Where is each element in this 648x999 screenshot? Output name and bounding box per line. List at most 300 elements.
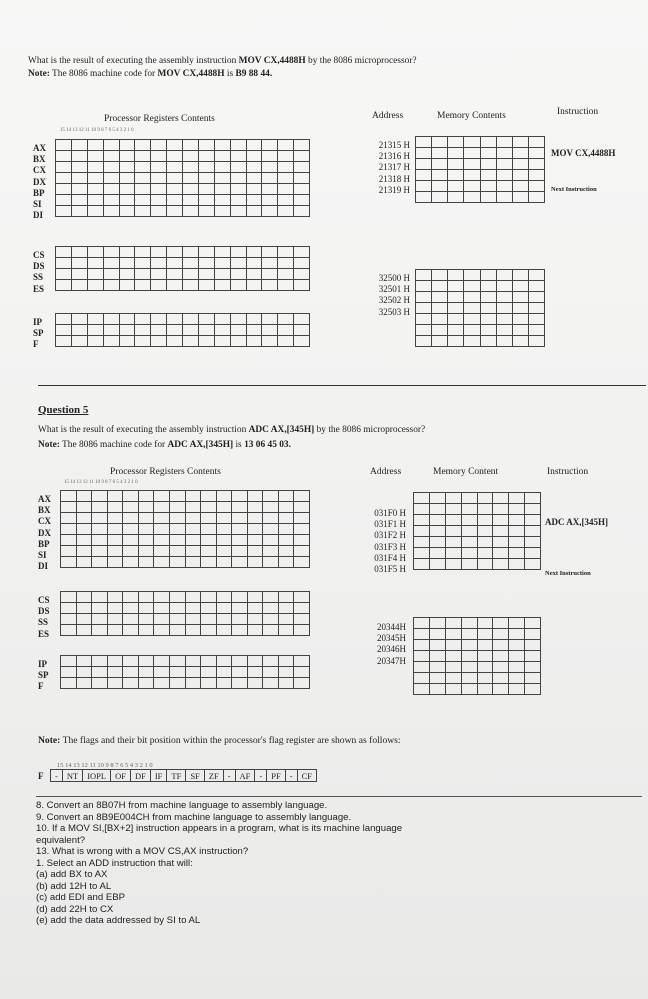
bit-cell[interactable]: [477, 673, 493, 684]
bit-cell[interactable]: [429, 526, 445, 537]
bit-cell[interactable]: [528, 325, 544, 336]
bit-cell[interactable]: [416, 148, 432, 159]
bit-cell[interactable]: [214, 280, 230, 291]
bit-cell[interactable]: [294, 206, 310, 217]
bit-cell[interactable]: [119, 314, 135, 325]
bit-cell[interactable]: [154, 524, 170, 535]
bit-cell[interactable]: [528, 148, 544, 159]
bit-cell[interactable]: [464, 314, 480, 325]
bit-cell[interactable]: [432, 270, 448, 281]
bit-cell[interactable]: [294, 151, 310, 162]
bit-cell[interactable]: [92, 524, 108, 535]
bit-cell[interactable]: [103, 269, 119, 280]
bit-cell[interactable]: [230, 151, 246, 162]
bit-cell[interactable]: [169, 502, 185, 513]
bit-cell[interactable]: [509, 673, 525, 684]
bit-cell[interactable]: [92, 557, 108, 568]
bit-cell[interactable]: [61, 546, 77, 557]
bit-cell[interactable]: [263, 524, 279, 535]
bit-cell[interactable]: [448, 281, 464, 292]
bit-cell[interactable]: [61, 667, 77, 678]
bit-cell[interactable]: [61, 614, 77, 625]
bit-cell[interactable]: [138, 535, 154, 546]
bit-cell[interactable]: [445, 684, 461, 695]
bit-cell[interactable]: [480, 292, 496, 303]
bit-cell[interactable]: [278, 557, 294, 568]
bit-cell[interactable]: [525, 493, 541, 504]
bit-cell[interactable]: [232, 592, 248, 603]
bit-cell[interactable]: [416, 325, 432, 336]
bit-cell[interactable]: [294, 603, 310, 614]
bit-cell[interactable]: [138, 656, 154, 667]
bit-cell[interactable]: [151, 258, 167, 269]
bit-cell[interactable]: [154, 557, 170, 568]
bit-cell[interactable]: [232, 603, 248, 614]
bit-cell[interactable]: [119, 258, 135, 269]
bit-cell[interactable]: [247, 667, 263, 678]
bit-cell[interactable]: [198, 151, 214, 162]
bit-cell[interactable]: [214, 258, 230, 269]
bit-cell[interactable]: [414, 515, 430, 526]
bit-cell[interactable]: [509, 515, 525, 526]
bit-cell[interactable]: [230, 325, 246, 336]
bit-cell[interactable]: [445, 640, 461, 651]
bit-cell[interactable]: [477, 662, 493, 673]
bit-cell[interactable]: [119, 162, 135, 173]
bit-cell[interactable]: [445, 673, 461, 684]
bit-cell[interactable]: [230, 336, 246, 347]
bit-cell[interactable]: [185, 502, 201, 513]
bit-cell[interactable]: [432, 192, 448, 203]
bit-cell[interactable]: [464, 270, 480, 281]
q5-memory-grid-a[interactable]: [413, 492, 541, 570]
bit-cell[interactable]: [477, 526, 493, 537]
bit-cell[interactable]: [477, 559, 493, 570]
bit-cell[interactable]: [278, 546, 294, 557]
bit-cell[interactable]: [493, 548, 509, 559]
bit-cell[interactable]: [201, 535, 217, 546]
bit-cell[interactable]: [216, 502, 232, 513]
bit-cell[interactable]: [416, 292, 432, 303]
bit-cell[interactable]: [151, 151, 167, 162]
bit-cell[interactable]: [278, 140, 294, 151]
bit-cell[interactable]: [232, 524, 248, 535]
bit-cell[interactable]: [214, 162, 230, 173]
bit-cell[interactable]: [167, 140, 183, 151]
bit-cell[interactable]: [525, 526, 541, 537]
bit-cell[interactable]: [232, 491, 248, 502]
bit-cell[interactable]: [414, 559, 430, 570]
bit-cell[interactable]: [512, 181, 528, 192]
bit-cell[interactable]: [509, 651, 525, 662]
bit-cell[interactable]: [445, 548, 461, 559]
bit-cell[interactable]: [123, 603, 139, 614]
bit-cell[interactable]: [87, 280, 103, 291]
bit-cell[interactable]: [61, 524, 77, 535]
bit-cell[interactable]: [512, 270, 528, 281]
bit-cell[interactable]: [525, 684, 541, 695]
bit-cell[interactable]: [477, 515, 493, 526]
bit-cell[interactable]: [263, 557, 279, 568]
bit-cell[interactable]: [429, 548, 445, 559]
bit-cell[interactable]: [528, 270, 544, 281]
bit-cell[interactable]: [119, 173, 135, 184]
bit-cell[interactable]: [198, 140, 214, 151]
bit-cell[interactable]: [185, 513, 201, 524]
bit-cell[interactable]: [509, 640, 525, 651]
bit-cell[interactable]: [528, 159, 544, 170]
bit-cell[interactable]: [477, 651, 493, 662]
bit-cell[interactable]: [263, 546, 279, 557]
bit-cell[interactable]: [480, 303, 496, 314]
bit-cell[interactable]: [480, 137, 496, 148]
bit-cell[interactable]: [509, 504, 525, 515]
bit-cell[interactable]: [278, 535, 294, 546]
bit-cell[interactable]: [76, 546, 92, 557]
bit-cell[interactable]: [103, 314, 119, 325]
bit-cell[interactable]: [167, 206, 183, 217]
bit-cell[interactable]: [103, 173, 119, 184]
bit-cell[interactable]: [464, 148, 480, 159]
bit-cell[interactable]: [154, 667, 170, 678]
bit-cell[interactable]: [493, 526, 509, 537]
bit-cell[interactable]: [119, 247, 135, 258]
bit-cell[interactable]: [76, 656, 92, 667]
bit-cell[interactable]: [414, 629, 430, 640]
bit-cell[interactable]: [87, 247, 103, 258]
bit-cell[interactable]: [92, 625, 108, 636]
bit-cell[interactable]: [87, 140, 103, 151]
q5-general-register-grid[interactable]: [60, 490, 310, 568]
bit-cell[interactable]: [123, 524, 139, 535]
bit-cell[interactable]: [71, 151, 87, 162]
bit-cell[interactable]: [135, 206, 151, 217]
bit-cell[interactable]: [154, 513, 170, 524]
bit-cell[interactable]: [525, 651, 541, 662]
bit-cell[interactable]: [429, 515, 445, 526]
q4-memory-grid-b[interactable]: [415, 269, 545, 347]
bit-cell[interactable]: [525, 515, 541, 526]
bit-cell[interactable]: [509, 548, 525, 559]
bit-cell[interactable]: [107, 592, 123, 603]
bit-cell[interactable]: [294, 535, 310, 546]
bit-cell[interactable]: [119, 325, 135, 336]
bit-cell[interactable]: [214, 269, 230, 280]
bit-cell[interactable]: [294, 258, 310, 269]
bit-cell[interactable]: [119, 206, 135, 217]
bit-cell[interactable]: [185, 491, 201, 502]
bit-cell[interactable]: [107, 557, 123, 568]
bit-cell[interactable]: [216, 557, 232, 568]
bit-cell[interactable]: [107, 546, 123, 557]
bit-cell[interactable]: [232, 614, 248, 625]
bit-cell[interactable]: [509, 629, 525, 640]
bit-cell[interactable]: [429, 662, 445, 673]
bit-cell[interactable]: [294, 656, 310, 667]
bit-cell[interactable]: [414, 548, 430, 559]
bit-cell[interactable]: [247, 502, 263, 513]
bit-cell[interactable]: [107, 614, 123, 625]
bit-cell[interactable]: [448, 325, 464, 336]
bit-cell[interactable]: [138, 513, 154, 524]
bit-cell[interactable]: [509, 493, 525, 504]
bit-cell[interactable]: [71, 173, 87, 184]
bit-cell[interactable]: [103, 336, 119, 347]
bit-cell[interactable]: [246, 336, 262, 347]
bit-cell[interactable]: [216, 625, 232, 636]
bit-cell[interactable]: [56, 162, 72, 173]
bit-cell[interactable]: [123, 667, 139, 678]
bit-cell[interactable]: [167, 184, 183, 195]
bit-cell[interactable]: [76, 625, 92, 636]
bit-cell[interactable]: [445, 515, 461, 526]
bit-cell[interactable]: [71, 258, 87, 269]
bit-cell[interactable]: [294, 524, 310, 535]
bit-cell[interactable]: [183, 314, 199, 325]
bit-cell[interactable]: [214, 206, 230, 217]
bit-cell[interactable]: [76, 614, 92, 625]
bit-cell[interactable]: [185, 614, 201, 625]
bit-cell[interactable]: [278, 592, 294, 603]
bit-cell[interactable]: [169, 592, 185, 603]
bit-cell[interactable]: [432, 314, 448, 325]
bit-cell[interactable]: [198, 280, 214, 291]
bit-cell[interactable]: [464, 159, 480, 170]
bit-cell[interactable]: [496, 181, 512, 192]
bit-cell[interactable]: [416, 137, 432, 148]
bit-cell[interactable]: [123, 625, 139, 636]
bit-cell[interactable]: [414, 673, 430, 684]
bit-cell[interactable]: [262, 336, 278, 347]
bit-cell[interactable]: [278, 280, 294, 291]
bit-cell[interactable]: [464, 336, 480, 347]
bit-cell[interactable]: [151, 314, 167, 325]
bit-cell[interactable]: [262, 206, 278, 217]
bit-cell[interactable]: [445, 526, 461, 537]
bit-cell[interactable]: [107, 491, 123, 502]
bit-cell[interactable]: [414, 537, 430, 548]
bit-cell[interactable]: [464, 281, 480, 292]
bit-cell[interactable]: [294, 592, 310, 603]
bit-cell[interactable]: [138, 625, 154, 636]
bit-cell[interactable]: [198, 269, 214, 280]
bit-cell[interactable]: [416, 170, 432, 181]
bit-cell[interactable]: [464, 170, 480, 181]
bit-cell[interactable]: [414, 493, 430, 504]
bit-cell[interactable]: [216, 491, 232, 502]
bit-cell[interactable]: [246, 280, 262, 291]
bit-cell[interactable]: [247, 557, 263, 568]
bit-cell[interactable]: [107, 535, 123, 546]
bit-cell[interactable]: [214, 325, 230, 336]
bit-cell[interactable]: [477, 629, 493, 640]
bit-cell[interactable]: [151, 280, 167, 291]
bit-cell[interactable]: [201, 667, 217, 678]
bit-cell[interactable]: [169, 656, 185, 667]
bit-cell[interactable]: [119, 140, 135, 151]
bit-cell[interactable]: [169, 614, 185, 625]
bit-cell[interactable]: [230, 195, 246, 206]
bit-cell[interactable]: [154, 535, 170, 546]
bit-cell[interactable]: [445, 651, 461, 662]
bit-cell[interactable]: [512, 336, 528, 347]
bit-cell[interactable]: [138, 502, 154, 513]
bit-cell[interactable]: [138, 614, 154, 625]
bit-cell[interactable]: [525, 559, 541, 570]
bit-cell[interactable]: [278, 625, 294, 636]
bit-cell[interactable]: [76, 667, 92, 678]
bit-cell[interactable]: [76, 678, 92, 689]
bit-cell[interactable]: [138, 603, 154, 614]
bit-cell[interactable]: [247, 513, 263, 524]
bit-cell[interactable]: [71, 184, 87, 195]
bit-cell[interactable]: [135, 280, 151, 291]
bit-cell[interactable]: [493, 493, 509, 504]
bit-cell[interactable]: [92, 502, 108, 513]
bit-cell[interactable]: [262, 195, 278, 206]
bit-cell[interactable]: [432, 148, 448, 159]
bit-cell[interactable]: [135, 184, 151, 195]
bit-cell[interactable]: [429, 504, 445, 515]
bit-cell[interactable]: [493, 673, 509, 684]
bit-cell[interactable]: [247, 491, 263, 502]
bit-cell[interactable]: [201, 524, 217, 535]
bit-cell[interactable]: [432, 181, 448, 192]
bit-cell[interactable]: [61, 603, 77, 614]
bit-cell[interactable]: [198, 173, 214, 184]
bit-cell[interactable]: [214, 184, 230, 195]
bit-cell[interactable]: [496, 336, 512, 347]
bit-cell[interactable]: [461, 651, 477, 662]
bit-cell[interactable]: [432, 292, 448, 303]
bit-cell[interactable]: [278, 162, 294, 173]
bit-cell[interactable]: [294, 314, 310, 325]
bit-cell[interactable]: [92, 667, 108, 678]
bit-cell[interactable]: [247, 546, 263, 557]
bit-cell[interactable]: [512, 303, 528, 314]
bit-cell[interactable]: [230, 206, 246, 217]
bit-cell[interactable]: [167, 151, 183, 162]
bit-cell[interactable]: [247, 535, 263, 546]
bit-cell[interactable]: [294, 162, 310, 173]
bit-cell[interactable]: [525, 618, 541, 629]
bit-cell[interactable]: [525, 548, 541, 559]
bit-cell[interactable]: [61, 557, 77, 568]
bit-cell[interactable]: [294, 502, 310, 513]
bit-cell[interactable]: [278, 173, 294, 184]
bit-cell[interactable]: [92, 656, 108, 667]
bit-cell[interactable]: [414, 684, 430, 695]
bit-cell[interactable]: [107, 667, 123, 678]
bit-cell[interactable]: [123, 502, 139, 513]
bit-cell[interactable]: [183, 336, 199, 347]
bit-cell[interactable]: [416, 159, 432, 170]
bit-cell[interactable]: [262, 173, 278, 184]
bit-cell[interactable]: [477, 618, 493, 629]
bit-cell[interactable]: [294, 678, 310, 689]
bit-cell[interactable]: [477, 504, 493, 515]
bit-cell[interactable]: [480, 192, 496, 203]
bit-cell[interactable]: [448, 336, 464, 347]
bit-cell[interactable]: [138, 678, 154, 689]
bit-cell[interactable]: [214, 314, 230, 325]
bit-cell[interactable]: [416, 303, 432, 314]
bit-cell[interactable]: [496, 303, 512, 314]
bit-cell[interactable]: [201, 502, 217, 513]
bit-cell[interactable]: [198, 162, 214, 173]
bit-cell[interactable]: [512, 292, 528, 303]
bit-cell[interactable]: [512, 325, 528, 336]
bit-cell[interactable]: [123, 491, 139, 502]
bit-cell[interactable]: [198, 314, 214, 325]
bit-cell[interactable]: [183, 140, 199, 151]
bit-cell[interactable]: [119, 195, 135, 206]
bit-cell[interactable]: [123, 678, 139, 689]
bit-cell[interactable]: [214, 151, 230, 162]
bit-cell[interactable]: [201, 491, 217, 502]
bit-cell[interactable]: [464, 303, 480, 314]
bit-cell[interactable]: [71, 206, 87, 217]
bit-cell[interactable]: [154, 678, 170, 689]
bit-cell[interactable]: [216, 524, 232, 535]
bit-cell[interactable]: [461, 640, 477, 651]
bit-cell[interactable]: [246, 206, 262, 217]
bit-cell[interactable]: [416, 181, 432, 192]
bit-cell[interactable]: [232, 625, 248, 636]
bit-cell[interactable]: [87, 258, 103, 269]
bit-cell[interactable]: [167, 247, 183, 258]
bit-cell[interactable]: [278, 314, 294, 325]
bit-cell[interactable]: [167, 314, 183, 325]
bit-cell[interactable]: [294, 667, 310, 678]
bit-cell[interactable]: [493, 537, 509, 548]
bit-cell[interactable]: [294, 247, 310, 258]
bit-cell[interactable]: [169, 491, 185, 502]
bit-cell[interactable]: [512, 281, 528, 292]
bit-cell[interactable]: [154, 546, 170, 557]
bit-cell[interactable]: [429, 684, 445, 695]
bit-cell[interactable]: [278, 491, 294, 502]
bit-cell[interactable]: [414, 640, 430, 651]
bit-cell[interactable]: [154, 614, 170, 625]
bit-cell[interactable]: [201, 678, 217, 689]
bit-cell[interactable]: [509, 526, 525, 537]
bit-cell[interactable]: [448, 159, 464, 170]
q4-segment-register-grid[interactable]: [55, 246, 310, 291]
bit-cell[interactable]: [278, 184, 294, 195]
bit-cell[interactable]: [496, 314, 512, 325]
bit-cell[interactable]: [480, 336, 496, 347]
bit-cell[interactable]: [432, 303, 448, 314]
bit-cell[interactable]: [464, 325, 480, 336]
bit-cell[interactable]: [201, 656, 217, 667]
bit-cell[interactable]: [512, 148, 528, 159]
bit-cell[interactable]: [445, 559, 461, 570]
bit-cell[interactable]: [278, 195, 294, 206]
bit-cell[interactable]: [183, 206, 199, 217]
bit-cell[interactable]: [61, 535, 77, 546]
bit-cell[interactable]: [414, 526, 430, 537]
bit-cell[interactable]: [432, 281, 448, 292]
q4-pointer-register-grid[interactable]: [55, 313, 310, 347]
bit-cell[interactable]: [294, 625, 310, 636]
q5-segment-register-grid[interactable]: [60, 591, 310, 636]
bit-cell[interactable]: [61, 592, 77, 603]
bit-cell[interactable]: [528, 281, 544, 292]
bit-cell[interactable]: [198, 184, 214, 195]
bit-cell[interactable]: [123, 535, 139, 546]
bit-cell[interactable]: [464, 181, 480, 192]
